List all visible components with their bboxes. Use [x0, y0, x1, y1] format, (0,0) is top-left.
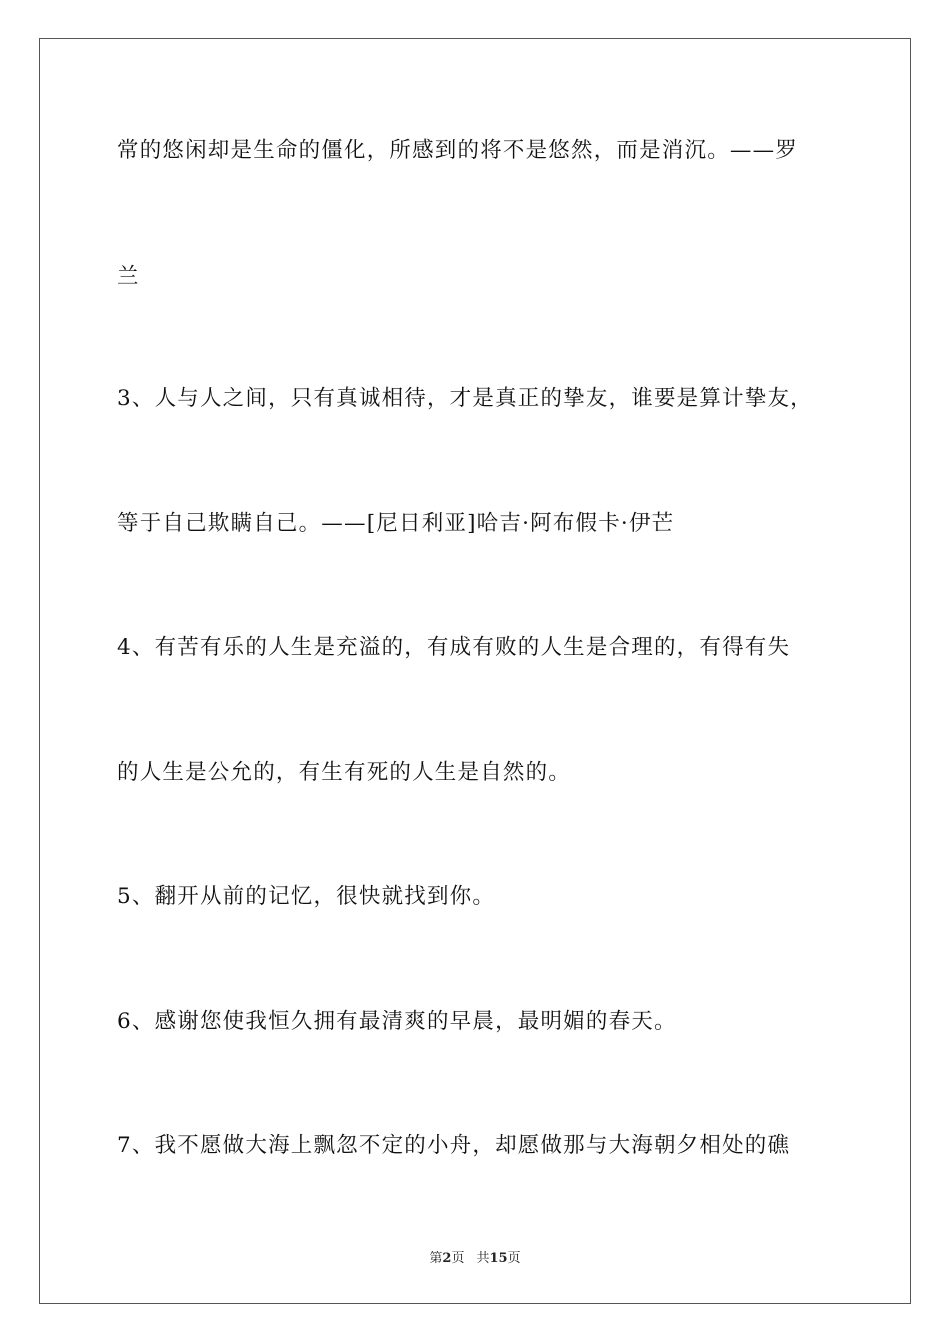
text-line-5: 4、有苦有乐的人生是充溢的，有成有败的人生是合理的，有得有失 — [117, 635, 791, 660]
text-line-7: 5、翻开从前的记忆，很快就找到你。 — [117, 884, 496, 909]
text-line-4: 等于自己欺瞒自己。——[尼日利亚]哈吉·阿布假卡·伊芒 — [117, 511, 675, 536]
text-line-8: 6、感谢您使我恒久拥有最清爽的早晨，最明媚的春天。 — [117, 1009, 677, 1034]
text-line-9: 7、我不愿做大海上飘忽不定的小舟，却愿做那与大海朝夕相处的礁 — [117, 1133, 791, 1158]
text-line-3: 3、人与人之间，只有真诚相待，才是真正的挚友，谁要是算计挚友， — [117, 386, 813, 411]
page-suffix: 页 — [451, 1251, 465, 1266]
page-prefix: 第 — [429, 1251, 443, 1266]
total-suffix: 页 — [507, 1251, 521, 1266]
text-line-6: 的人生是公允的，有生有死的人生是自然的。 — [117, 760, 572, 785]
page-number: 2 — [442, 1251, 452, 1266]
page-footer — [0, 1247, 950, 1266]
text-line-2: 兰 — [117, 264, 140, 289]
text-line-1: 常的悠闲却是生命的僵化，所感到的将不是悠然，而是消沉。——罗 — [117, 138, 799, 163]
total-pages: 15 — [489, 1251, 508, 1266]
total-prefix: 共 — [476, 1251, 490, 1266]
page-border — [39, 38, 911, 1304]
